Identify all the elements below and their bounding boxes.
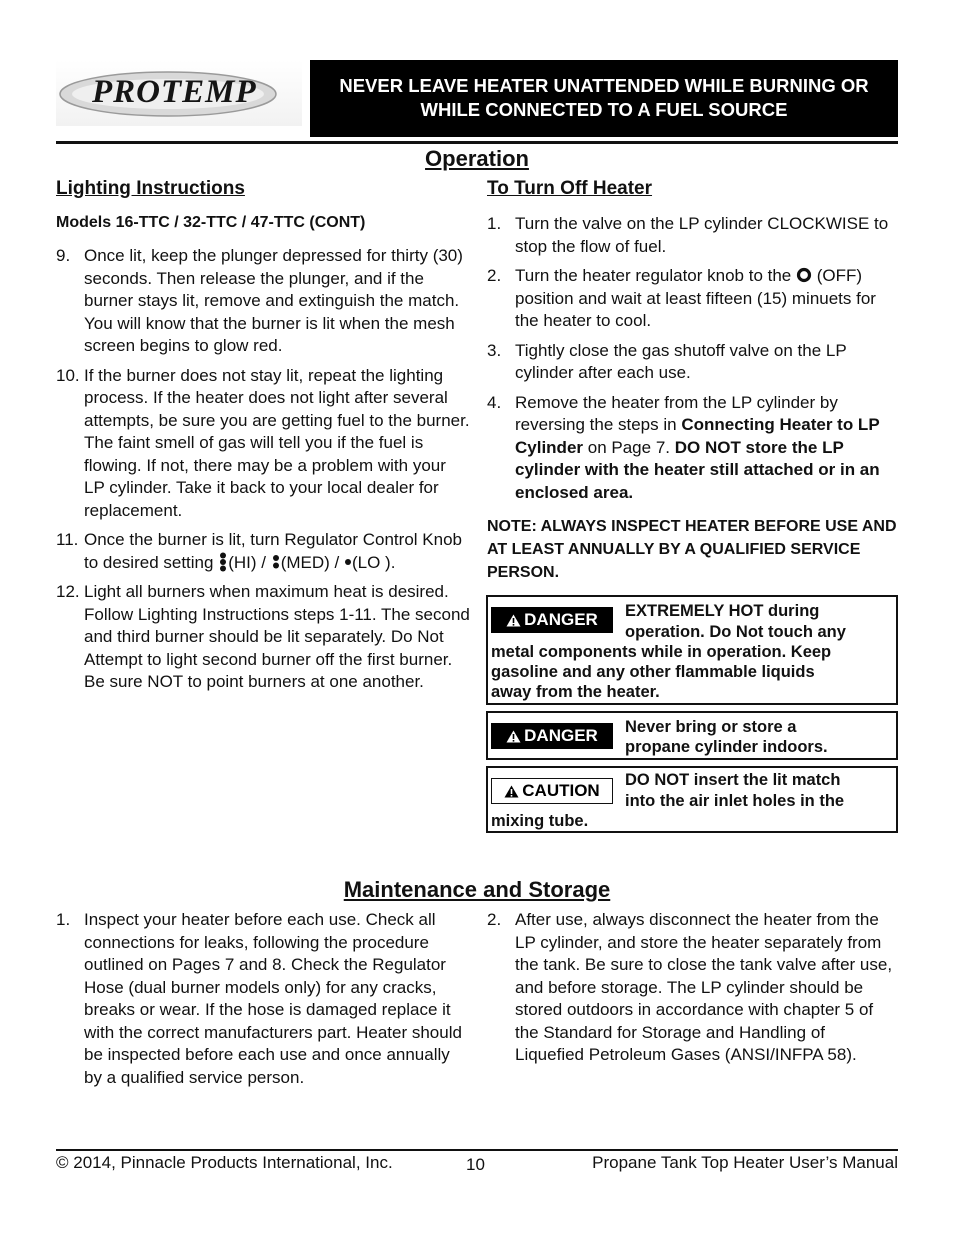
footer-copyright: © 2014, Pinnacle Products International, Inc. xyxy=(56,1153,393,1172)
danger-badge: DANGER xyxy=(491,607,613,633)
hazard-text-line: metal components while in operation. Keep xyxy=(491,643,832,661)
inspection-note: NOTE: ALWAYS INSPECT HEATER BEFORE USE AND AT LEAST ANNUALLY BY A QUALIFIED SERVICE PERSON. xyxy=(487,518,897,581)
hazard-text-line: DO NOT insert the lit match xyxy=(625,771,841,789)
off-knob-icon xyxy=(796,267,812,283)
heat-low-icon xyxy=(344,557,352,567)
operation-title: Operation xyxy=(425,146,529,171)
hazard-text-line: operation. Do Not touch any xyxy=(625,623,846,641)
lighting-instructions-title: Lighting Instructions xyxy=(56,178,245,199)
protemp-logo xyxy=(56,60,302,126)
list-item: 11. Once the burner is lit, turn Regulator Control Knob to desired setting (HI) / (MED) / (LO ). xyxy=(56,530,462,572)
turn-off-steps-list xyxy=(487,213,898,511)
heat-medium-icon xyxy=(271,554,281,570)
hazard-text-line: mixing tube. xyxy=(491,812,589,830)
list-item: 1. Inspect your heater before each use. Check all connections for leaks, following the procedure outlined on Pages 7 and 8. Check the Regulator Hose (dual burner models only) for any cracks, breaks or wear. If the hose is damaged replace it with the correct manufacturers part. Heater should be inspected before each use and once annually by a qualified service person. xyxy=(56,910,462,1087)
hazard-text-line: into the air inlet holes in the xyxy=(625,792,845,810)
models-heading: Models 16-TTC / 32-TTC / 47-TTC (CONT) xyxy=(56,214,366,231)
warning-triangle-icon xyxy=(506,614,521,627)
list-item: 10. If the burner does not stay lit, repeat the lighting process. If the heater does not light after several attempts, be sure you are getting fuel to the burner. The faint smell of gas will tell you if the fuel is flowing. If not, there may be a problem with your LP cylinder. Take it back to your local dealer for replacement. xyxy=(56,365,470,520)
warning-banner xyxy=(310,60,898,137)
warning-line-1: NEVER LEAVE HEATER UNATTENDED WHILE BURNING OR xyxy=(339,75,869,96)
maintenance-title: Maintenance and Storage xyxy=(343,877,611,902)
list-item: 4. Remove the heater from the LP cylinder by reversing the steps in Connecting Heater to LP Cylinder on Page 7. DO NOT store the LP cylinder with the heater still attached or in an enclosed area. xyxy=(487,392,880,502)
lighting-steps-list xyxy=(56,245,470,701)
danger-hot-box xyxy=(486,595,898,705)
list-item: 2. After use, always disconnect the heater from the LP cylinder, and store the heater separately from the tank. Be sure to close the tank valve after use, and before storage. The LP cylinder should be stored outdoors in accordance with chapter 5 of the Standard for Storage and Handling of Liquefied Petroleum Gases (ANSI/INFPA 58). xyxy=(487,910,893,1064)
page-number: 10 xyxy=(466,1155,485,1174)
warning-triangle-icon xyxy=(506,730,521,743)
hazard-text-line: gasoline and any other flammable liquids xyxy=(491,663,815,681)
warning-line-2: WHILE CONNECTED TO A FUEL SOURCE xyxy=(420,99,788,120)
list-item: 1. Turn the valve on the LP cylinder CLOCKWISE to stop the flow of fuel. xyxy=(487,214,889,256)
turn-off-heater-title: To Turn Off Heater xyxy=(487,178,653,199)
list-item: 9. Once lit, keep the plunger depressed for thirty (30) seconds. Then release the plunger, and if the burner stays lit, remove and extinguish the match. You will know that the burner is lit when the mesh screen begins to glow red. xyxy=(56,246,463,355)
caution-match-box xyxy=(486,766,898,833)
hazard-text-line: away from the heater. xyxy=(491,683,660,701)
hazard-text-line: propane cylinder indoors. xyxy=(625,738,828,756)
danger-indoors-box xyxy=(486,711,898,760)
caution-badge: CAUTION xyxy=(491,778,613,804)
header-divider xyxy=(56,141,898,144)
hazard-text-line: Never bring or store a xyxy=(625,718,797,736)
heat-high-icon xyxy=(218,552,228,572)
list-item: 12. Light all burners when maximum heat is desired. Follow Lighting Instructions steps 1-11. The second and third burner should be lit separately. Do Not Attempt to light second burner off the first burner. Be sure NOT to point burners at one another. xyxy=(56,582,470,691)
logo-text: PROTEMP xyxy=(92,74,257,110)
footer-manual-title: Propane Tank Top Heater User’s Manual xyxy=(592,1153,898,1172)
maintenance-list-left xyxy=(56,909,470,1096)
warning-triangle-icon xyxy=(504,785,519,798)
list-item: 2. Turn the heater regulator knob to the (OFF) position and wait at least fifteen (15) minuets for the heater to cool. xyxy=(487,266,876,330)
list-item: 3. Tightly close the gas shutoff valve on the LP cylinder after each use. xyxy=(487,340,847,382)
footer-divider xyxy=(56,1149,898,1151)
danger-badge: DANGER xyxy=(491,723,613,749)
hazard-text-line: EXTREMELY HOT during xyxy=(625,602,820,620)
maintenance-list-right xyxy=(487,909,898,1074)
